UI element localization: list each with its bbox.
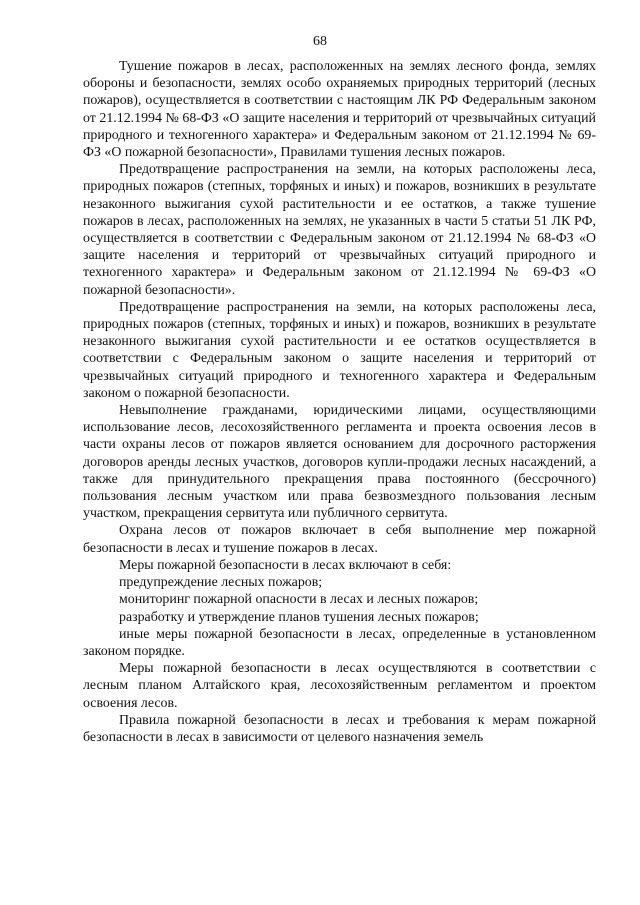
measure-item-prevention: предупреждение лесных пожаров; [119,575,323,591]
document-body [83,58,596,746]
paragraph-prevention-spread-other-lands: Предотвращение распространения на земли, на которых расположены леса, природных пожаров (степных, торфяных и иных) и пожаров, возникших в результате незаконного выжигания сухой растительности и ее остатков, а также тушение пожаров в лесах, расположенных на землях, не указанных в части 5 статьи 51 ЛК РФ, осуществляется в соответствии с Федеральным законом от 21.12.1994 № 68-ФЗ «О защите населения и территорий от чрезвычайных ситуаций природного и техногенного характера» и Федеральным законом от 21.12.1994 № 69-ФЗ «О пожарной безопасности». [83,162,596,298]
measure-item-monitoring: мониторинг пожарной опасности в лесах и лесных пожаров; [119,592,479,608]
measure-item-plans: разработку и утверждение планов тушения лесных пожаров; [119,609,479,625]
paragraph-measures-basis: Меры пожарной безопасности в лесах осуществляются в соответствии с лесным планом Алтайского края, лесохозяйственным регламентом и проектом освоения лесов. [83,661,596,711]
paragraph-firefighting-forest-lands: Тушение пожаров в лесах, расположенных на землях лесного фонда, землях обороны и безопасности, землях особо охраняемых природных территорий (лесных пожаров), осуществляется в соответствии с настоящим ЛК РФ Федеральным законом от 21.12.1994 № 68-ФЗ «О защите населения и территорий от чрезвычайных ситуаций природного и техногенного характера» и Федеральным законом от 21.12.1994 № 69-ФЗ «О пожарной безопасности», Правилами тушения лесных пожаров. [83,59,596,161]
paragraph-fire-safety-rules: Правила пожарной безопасности в лесах и требования к мерам пожарной безопасности в лесах в зависимости от целевого назначения земель [83,712,596,745]
measure-item-other: иные меры пожарной безопасности в лесах, определенные в установленном законом порядке. [83,626,596,659]
paragraph-forest-protection: Охрана лесов от пожаров включает в себя выполнение мер пожарной безопасности в лесах и тушение пожаров в лесах. [83,523,596,556]
measures-intro: Меры пожарной безопасности в лесах включают в себя: [119,557,452,573]
paragraph-non-compliance: Невыполнение гражданами, юридическими лицами, осуществляющими использование лесов, лесохозяйственного регламента и проекта освоения лесов в части охраны лесов от пожаров является основанием для досрочного расторжения договоров аренды лесных участков, договоров купли-продажи лесных насаждений, а также для принудительного прекращения права постоянного (бессрочного) пользования лесным участком или права безвозмездного пользования лесным участком, прекращения сервитута или публичного сервитута. [83,403,596,522]
paragraph-prevention-spread: Предотвращение распространения на земли, на которых расположены леса, природных пожаров (степных, торфяных и иных) и пожаров, возникших в результате незаконного выжигания сухой растительности и ее остатков осуществляется в соответствии с Федеральным законом о защите населения и территорий от чрезвычайных ситуаций природного и техногенного характера и Федеральным законом о пожарной безопасности. [83,299,596,401]
page-number: 68 [313,34,327,49]
